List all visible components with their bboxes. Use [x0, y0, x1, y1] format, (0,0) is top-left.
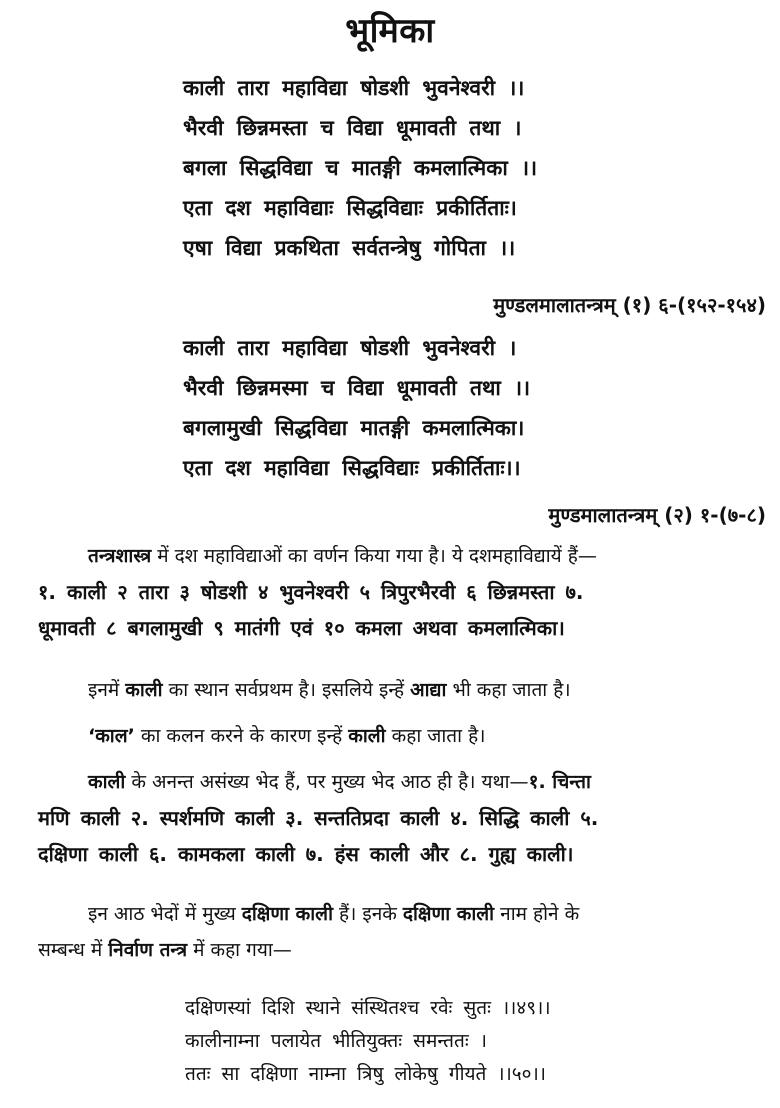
- verse-line: काली तारा महाविद्या षोडशी भुवनेश्वरी ।: [183, 336, 517, 360]
- page-title: भूमिका: [345, 11, 435, 51]
- text-run: सम्बन्ध में: [38, 939, 109, 961]
- bold-term: काली: [348, 725, 386, 747]
- text-run: का स्थान सर्वप्रथम है। इसलिये इन्हें: [162, 679, 411, 701]
- text-run: में कहा गया—: [187, 939, 292, 961]
- verse-line: एषा विद्या प्रकथिता सर्वतन्त्रेषु गोपिता ।।: [183, 236, 516, 260]
- verse-block-2: [183, 328, 530, 488]
- text-run: इन आठ भेदों में मुख्य: [88, 903, 242, 925]
- text-run: इनमें: [88, 679, 126, 701]
- shloka-line: दक्षिणस्यां दिशि स्थाने संस्थितश्च रवेः सुतः ।।४९।।: [185, 997, 551, 1019]
- paragraph-line: [46, 764, 766, 800]
- verse-line: एता दश महाविद्या सिद्धविद्याः प्रकीर्तिताः।।: [183, 456, 521, 480]
- text-run: कहा जाता है।: [385, 725, 486, 747]
- verse-line: एता दश महाविद्याः सिद्धविद्याः प्रकीर्तिताः।: [183, 196, 517, 220]
- paragraph-line: [46, 718, 766, 754]
- bold-term: दक्षिणा काली: [241, 903, 333, 925]
- text-run: भी कहा जाता है।: [446, 679, 571, 701]
- paragraph-dakshina-kali: [38, 896, 766, 968]
- paragraph-kali-first: [46, 672, 766, 708]
- shloka-line: ततः सा दक्षिणा नाम्ना त्रिषु लोकेषु गीयते ।।५०।।: [185, 1063, 546, 1085]
- bold-term: निर्वाण तन्त्र: [108, 939, 188, 961]
- paragraph-line: [46, 672, 766, 708]
- shloka-block: [185, 992, 551, 1091]
- text-run: हैं। इनके: [333, 903, 403, 925]
- verse-source-citation: मुण्डलमालातन्त्रम् (१) ६-(१५२-१५४): [493, 293, 766, 317]
- text-run: में दश महाविद्याओं का वर्णन किया गया है। ये दशमहाविद्यायें हैं—: [151, 545, 597, 567]
- paragraph-line: मणि काली २. स्पर्शमणि काली ३. सन्ततिप्रदा काली ४. सिद्धि काली ५.: [38, 806, 599, 830]
- paragraph-line: धूमावती ८ बगलामुखी ९ मातंगी एवं १० कमला अथवा कमलात्मिका।: [38, 616, 565, 640]
- bold-term: काली: [88, 771, 126, 793]
- bold-term: ‘काल’: [88, 725, 135, 747]
- bold-term: दक्षिणा काली: [402, 903, 495, 925]
- verse-line: बगला सिद्धविद्या च मातङ्गी कमलात्मिका ।।: [183, 156, 538, 180]
- bold-term: तन्त्रशास्त्र: [88, 545, 152, 567]
- verse-line: बगलामुखी सिद्धविद्या मातङ्गी कमलात्मिका।: [183, 416, 525, 440]
- verse-line: भैरवी छिन्नमस्ता च विद्या धूमावती तथा ।: [183, 116, 522, 140]
- paragraph-mahavidyas: [38, 538, 766, 646]
- bold-term: आद्या: [410, 679, 447, 701]
- paragraph-eight-forms: [38, 764, 766, 872]
- text-run: के अनन्त असंख्य भेद हैं, पर मुख्य भेद आठ ही है। यथा—: [125, 771, 529, 793]
- paragraph-line: दक्षिणा काली ६. कामकला काली ७. हंस काली और ८. गुह्य काली।: [38, 842, 574, 866]
- paragraph-line: [38, 932, 766, 968]
- verse-line: काली तारा महाविद्या षोडशी भुवनेश्वरी ।।: [183, 76, 525, 100]
- text-run: नाम होने के: [494, 903, 580, 925]
- text-run: का कलन करने के कारण इन्हें: [134, 725, 349, 747]
- paragraph-line: [46, 896, 766, 932]
- paragraph-line: १. काली २ तारा ३ षोडशी ४ भुवनेश्वरी ५ त्रिपुरभैरवी ६ छिन्नमस्ता ७.: [38, 580, 584, 604]
- verse-source-citation: मुण्डमालातन्त्रम् (२) १-(७-८): [548, 503, 766, 527]
- paragraph-line: [46, 538, 766, 574]
- paragraph-kaal: [46, 718, 766, 754]
- bold-term: काली: [125, 679, 163, 701]
- shloka-line: कालीनाम्ना पलायेत भीतियुक्तः समन्ततः ।: [185, 1030, 487, 1052]
- bold-term: १. चिन्ता: [528, 771, 591, 793]
- verse-line: भैरवी छिन्नमस्मा च विद्या धूमावती तथा ।।: [183, 376, 531, 400]
- verse-block-1: [183, 68, 537, 268]
